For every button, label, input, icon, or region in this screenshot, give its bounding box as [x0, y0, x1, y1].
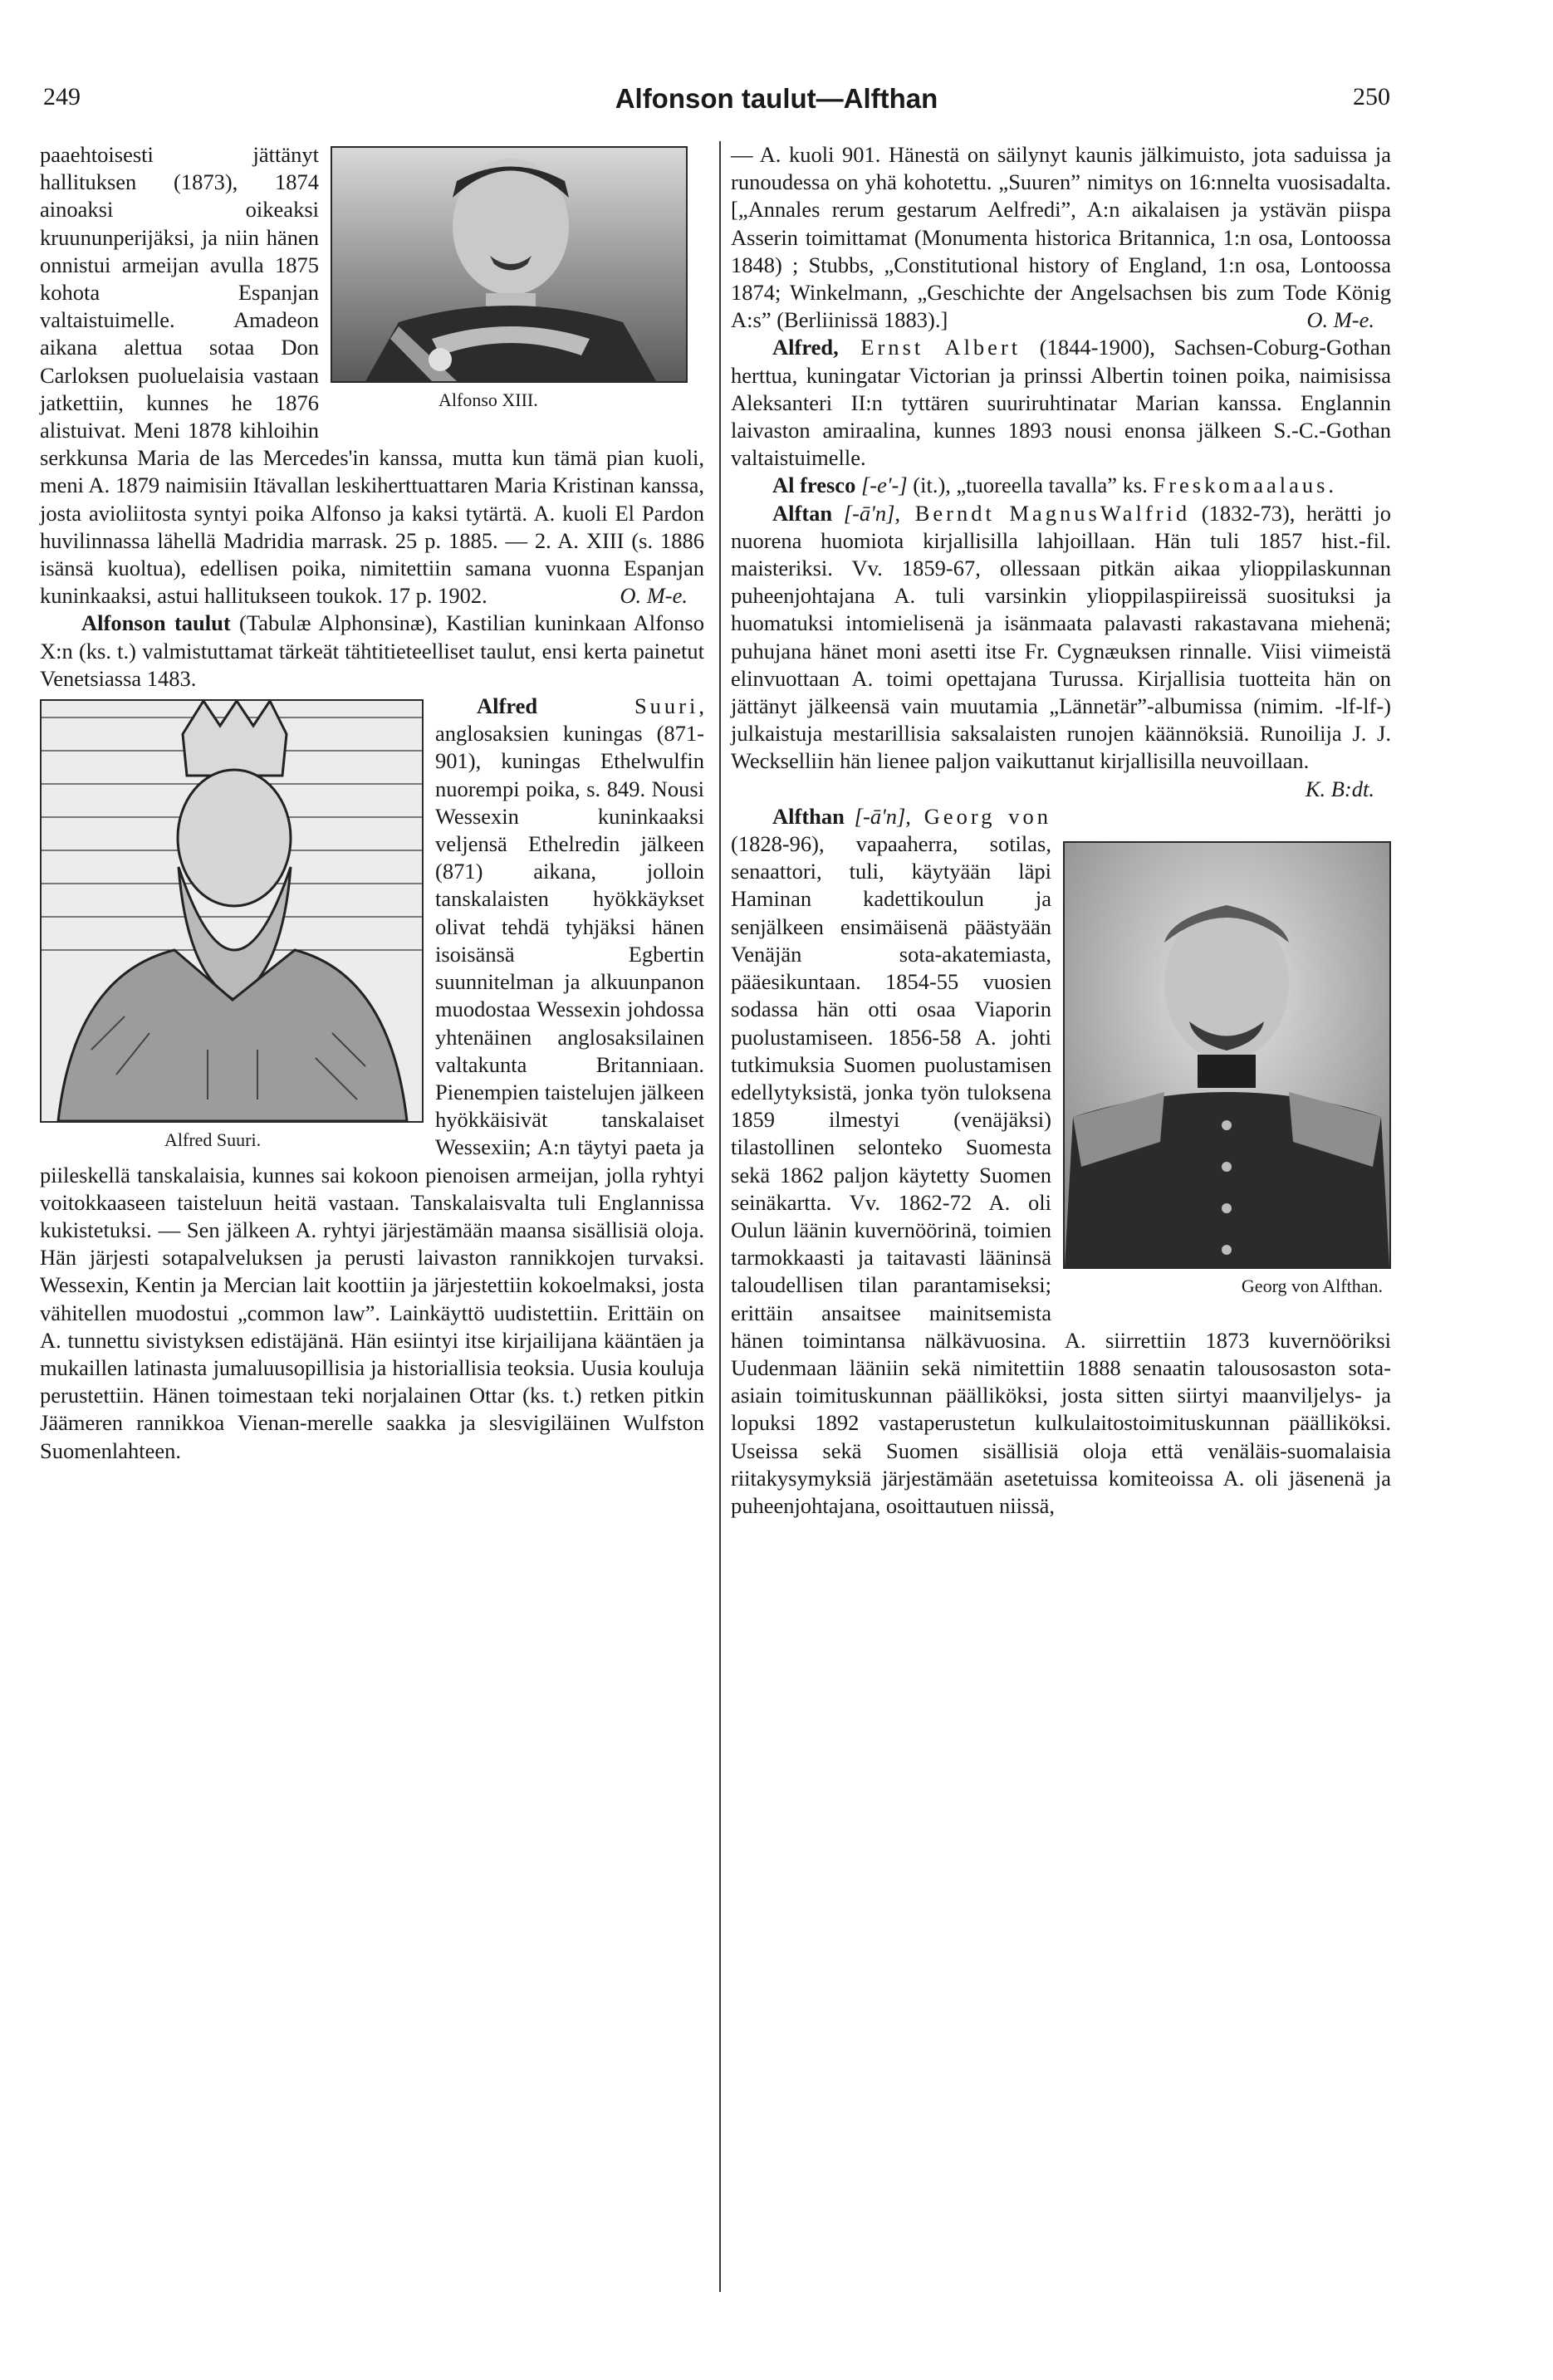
- alfred-signature: O. M-e.: [1306, 307, 1374, 333]
- alfthan-caption: Georg von Alfthan.: [1241, 1275, 1383, 1296]
- alfred-ernst-paragraph: [731, 334, 1391, 472]
- running-header: Alfonson taulut—Alfthan: [615, 83, 938, 114]
- al-fresco-paragraph: [731, 472, 1391, 499]
- alfred-ernst-text: (1844-1900), Sachsen-Coburg-Gothan herttua, kuningatar Victorian ja prinssi Albertin toinen poika, naimisissa Aleksanteri II:n tyttären suuriruhtinatar Marian kanssa. Englannin laivaston amiraalina, kunnes 1893 nousi enonsa jälkeen S.-C.-Gothan valtaistuimelle.: [731, 335, 1391, 471]
- alfred-caption: Alfred Suuri.: [164, 1129, 262, 1151]
- alfonso-xiii-portrait-icon: [331, 146, 688, 383]
- alfonso-tables-paragraph: [40, 610, 704, 693]
- alfred-ernst-term: Alfred,: [772, 335, 839, 360]
- alfthan-pron: [-ā'n],: [844, 803, 911, 829]
- al-fresco-pron: [-e'-]: [855, 473, 908, 498]
- alfred-ernst-names: Ernst Albert: [838, 335, 1021, 360]
- page-number-right: 250: [1353, 83, 1390, 110]
- alfred-text: , anglosaksien kuningas (871-901), kuningas Ethelwulfin nuorempi poika, s. 849. Nousi Wessexin kuninkaaksi veljensä Ethelredin jälkeen (871) aikana, jolloin tanskalaisten hyökkäykset olivat tehdä tyhjäksi hänen isoisänsä Egbertin suunnitelman ja alkuunpanon muodostaa Wessexin johdossa yhtenäinen anglosaksilainen valtakunta Britanniaan. Pienempien taistelujen jälkeen hyökkäisivät tanskalaiset Wessexiin; A:n täytyi paeta ja piileskellä tanskalaisia, kunnes sai kokoon pienoisen armeijan, jolla ryhtyi voitokkaaseen taisteluun heitä vastaan. Tanskalaisvalta tuli Englannissa kukistetuksi. — Sen jälkeen A. ryhtyi järjestämään maansa sisällisiä oloja. Hän järjesti sotapalveluksen ja perusti laivaston rannikkojen turvaksi. Wessexin, Kentin ja Mercian lait koottiin ja järjestettiin kokoelmaksi, josta vähitellen muodostui „common law”. Lainkäyttö uudistettiin. Erittäin on A. tunnettu sivistyksen edistäjänä. Hän esiintyi itse kirjailijana kääntäen ja mukaillen latinasta jumaluusopillisia ja historiallisia teoksia. Uusia kouluja perustettiin. Hänen toimestaan teki norjalainen Ottar (ks. t.) retken pitkin Jäämeren rannikkoa Vienan-merelle saakka ja slesvigiläinen Wulfston Suomenlahteen.: [40, 693, 704, 1463]
- al-fresco-text: (it.), „tuoreella tavalla” ks.: [907, 473, 1154, 498]
- alftan-names: Berndt MagnusWalfrid: [900, 500, 1191, 526]
- al-fresco-ref: Freskomaalaus.: [1153, 473, 1338, 498]
- column-divider: [719, 141, 721, 2292]
- alfthan-names: Georg von: [910, 803, 1051, 829]
- right-column: [731, 141, 1391, 1520]
- alfred-figure: [40, 699, 424, 1154]
- alfthan-term: Alfthan: [772, 803, 845, 829]
- alfred-term: Alfred: [477, 693, 538, 719]
- alfonso-text: paaehtoisesti jättänyt hallituksen (1873), 1874 ainoaksi oikeaksi kruununperijäksi, ja niin hänen onnistui armeijan avulla 1875 kohota Espanjan valtaistuimelle. Amadeon aikana alettua sotaa Don Carloksen puoluelaisia vastaan jatkettiin, kunnes he 1876 alistuivat. Meni 1878 kihloihin serkkunsa Maria de las Mercedes'in kanssa, mutta kun tämä pian kuoli, meni A. 1879 naimisiin Itävallan leskiherttuattaren Maria Kristinan kanssa, josta avioliitosta syntyi poika Alfonso ja kaksi tytärtä. A. kuoli El Pardon huvilinnassa lähellä Madridia marrask. 25 p. 1885. — 2. A. XIII (s. 1886 isänsä kuoltua), edellisen poika, nimitettiin samana vuonna Espanjan kuninkaaksi, astui hallitukseen toukok. 17 p. 1902.: [40, 142, 704, 609]
- georg-von-alfthan-portrait-icon: [1063, 841, 1391, 1269]
- alfthan-text: (1828-96), vapaaherra, sotilas, senaattori, tuli, käytyään läpi Haminan kadettikoulun ja senjälkeen ensimäisenä päästyään Venäjän sota-akatemiasta, pääesikuntaan. 1854-55 vuosien sodassa hän otti osaa Viaporin puolustamiseen. 1856-58 A. johti tutkimuksia Suomen puolustamisen edellytyksistä, jonka työn tuloksena 1859 ilmestyi (venäjäksi) tilastollinen selonteko Suomesta sekä 1862 paljon käytetty Suomen seinäkartta. Vv. 1862-72 A. oli Oulun läänin kuvernöörinä, toimien tarmokkaasti ja taitavasti lääninsä taloudellisen tilan parantamiseksi; erittäin ansaitsee mainitsemista hänen toimintansa nälkävuosina. A. siirrettiin 1873 kuvernööriksi Uudenmaan lääniin sekä nimitettiin 1888 senaatin talousosaston sota-asiain toimituskunnan päälliköksi, josta sitten siirtyi maanviljelys- ja lopuksi 1892 vastaperustetun kulkulaitostoimituskunnan päälliköksi. Useissa sekä Suomen sisällisiä oloja että venäläis-suomalaisia riitakysymyksiä järjestämään asetetuissa komiteoissa A. oli jäsenenä ja puheenjohtajana, osoittautuen niissä,: [731, 831, 1391, 1518]
- al-fresco-term: Al fresco: [772, 473, 856, 498]
- alfred-epithet: Suuri: [537, 693, 699, 719]
- alftan-term: Alftan: [772, 500, 833, 526]
- alfthan-figure: [1063, 841, 1391, 1300]
- alfonso-figure: [331, 146, 704, 414]
- alfonso-signature: O. M-e.: [620, 583, 688, 609]
- page-number-left: 249: [43, 83, 81, 110]
- alfred-continued-paragraph: [731, 141, 1391, 334]
- alfonso-tables-term: Alfonson taulut: [81, 610, 231, 636]
- alfonso-caption: Alfonso XIII.: [438, 389, 538, 410]
- alfred-the-great-portrait-icon: [40, 699, 424, 1123]
- alftan-pron: [-ā'n],: [832, 500, 901, 526]
- alfonso-tables-text: (Tabulæ Alphonsinæ), Kastilian kuninkaan Alfonso X:n (ks. t.) valmistuttamat tärkeät tähtitieteelliset taulut, ensi kerta painetut Venetsiassa 1483.: [40, 610, 704, 691]
- alftan-signature: K. B:dt.: [1305, 776, 1374, 801]
- alftan-text: (1832-73), herätti jo nuorena huomiota kirjallisilla lahjoillaan. Hän tuli 1857 hist.-fil. maisteriksi. Vv. 1859-67, ollessaan pitkän aikaa ylioppilaskunnan puheenjohtajana A. tuli varsinkin ylioppilaspiireissä suosituksi ja huomatuksi intomielisenä ja isänmaata palavasti rakastavana miehenä; puhujana hänet moni asetti itse Fr. Cygnæuksen rinnalle. Viisi viimeistä elinvuottaan A. toimi opettajana Turussa. Kirjallisia tuotteita hän on jättänyt jälkeensä vain muutamia „Lännetär”-albumissa (nimim. -lf-lf-) julkaistuja mestarillisia saksalaisten runojen käännöksiä. Runoilija J. J. Weckselliin hän lienee paljon vaikuttanut kirjallisilla neuvoillaan.: [731, 500, 1391, 774]
- alfred-continued-text: — A. kuoli 901. Hänestä on säilynyt kaunis jälkimuisto, jota saduissa ja runoudessa on yhä kohotettu. „Suuren” nimitys on 16:nnelta vuosisadalta. [„Annales rerum gestarum Aelfredi”, A:n aikalaisen ja ystävän piispa Asserin toimittamat (Monumenta historica Britannica, 1:n osa, Lontoossa 1848) ; Stubbs, „Constitutional history of England, 1:n osa, Lontoossa 1874; Winkelmann, „Geschichte der Angelsachsen bis zum Tode König A:s” (Berliinissä 1883).]: [731, 142, 1391, 333]
- alftan-paragraph: [731, 500, 1391, 776]
- left-column: [40, 141, 704, 1465]
